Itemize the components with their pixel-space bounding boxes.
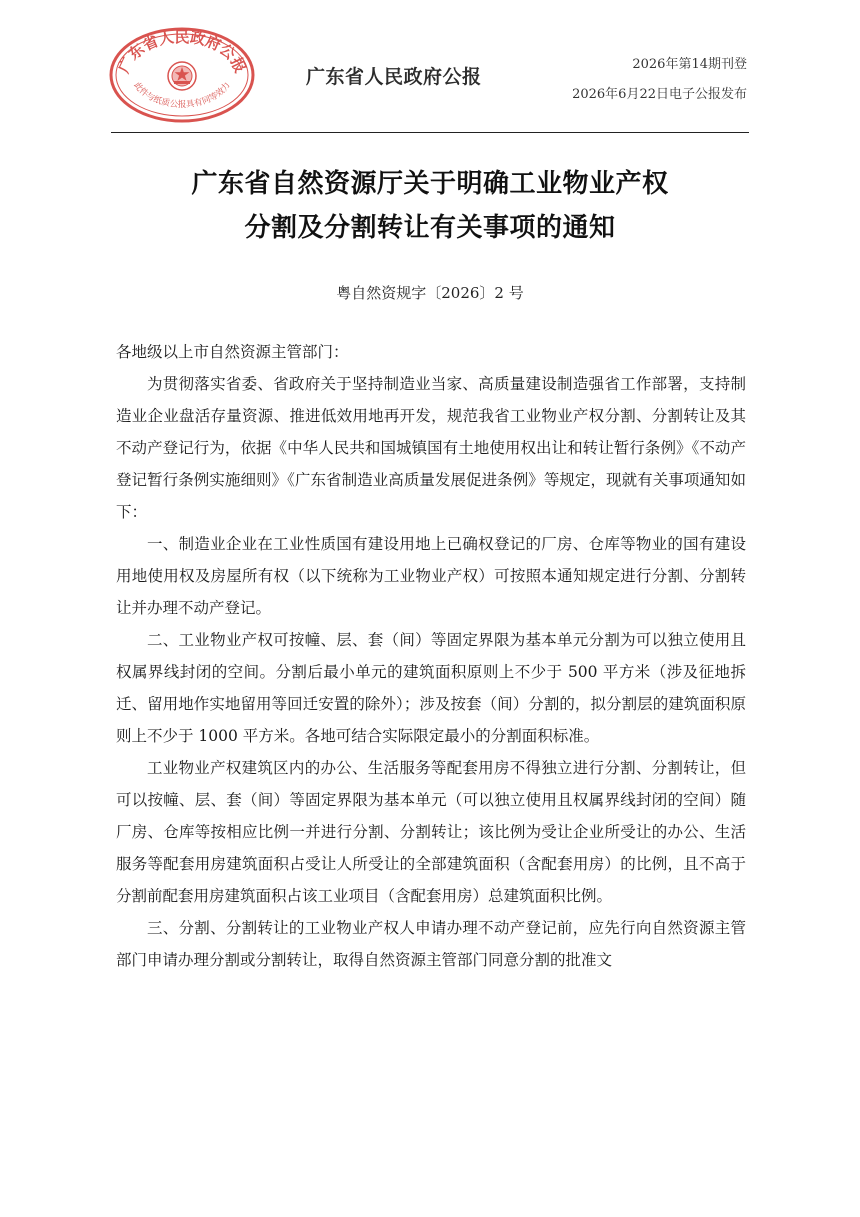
issue-number: 2026年第14期刊登 [632,57,747,72]
paragraph-preamble: 为贯彻落实省委、省政府关于坚持制造业当家、高质量建设制造强省工作部署，支持制造业企业盘活存量资源、推进低效用地再开发，规范我省工业物业产权分割、分割转让及其不动产登记行为，依据《中华人民共和国城镇国有土地使用权出让和转让暂行条例》《不动产登记暂行条例实施细则》《广东省制造业高质量发展促进条例》等规定，现就有关事项通知如下： [116,375,746,521]
header-divider [111,132,749,133]
official-seal [108,26,256,124]
document-body [116,336,746,976]
gazette-name: 广东省人民政府公报 [306,66,482,88]
document-number: 粤自然资规字〔2026〕2 号 [336,284,524,302]
seal-bottom-text: 此件与纸质公报具有同等效力 [131,80,233,111]
seal-icon [108,26,256,124]
paragraph-item-2-supplement: 工业物业产权建筑区内的办公、生活服务等配套用房不得独立进行分割、分割转让，但可以按幢、层、套（间）等固定界限为基本单元（可以独立使用且权属界线封闭的空间）随厂房、仓库等按相应比例一并进行分割、分割转让；该比例为受让企业所受让的办公、生活服务等配套用房建筑面积占受让人所受让的全部建筑面积（含配套用房）的比例，且不高于分割前配套用房建筑面积占该工业项目（含配套用房）总建筑面积比例。 [116,759,746,905]
seal-top-text: 广东省人民政府公报 [114,28,250,76]
paragraph-item-3: 三、分割、分割转让的工业物业产权人申请办理不动产登记前，应先行向自然资源主管部门申请办理分割或分割转让，取得自然资源主管部门同意分割的批准文 [116,919,746,969]
title-line-2: 分割及分割转让有关事项的通知 [244,213,616,243]
paragraph-item-2: 二、工业物业产权可按幢、层、套（间）等固定界限为基本单元分割为可以独立使用且权属界线封闭的空间。分割后最小单元的建筑面积原则上不少于 500 平方米（涉及征地拆迁、留用地作实地留用等回迁安置的除外）；涉及按套（间）分割的，拟分割层的建筑面积原则上不少于 1000 平方米。各地可结合实际限定最小的分割面积标准。 [116,631,746,745]
document-title [0,162,860,250]
salutation: 各地级以上市自然资源主管部门： [116,343,349,361]
issue-info [572,50,747,110]
paragraph-item-1: 一、制造业企业在工业性质国有建设用地上已确权登记的厂房、仓库等物业的国有建设用地使用权及房屋所有权（以下统称为工业物业产权）可按照本通知规定进行分割、分割转让并办理不动产登记。 [116,535,746,617]
national-emblem-icon [168,62,196,90]
publish-date: 2026年6月22日电子公报发布 [572,87,747,102]
title-line-1: 广东省自然资源厅关于明确工业物业产权 [191,169,669,199]
